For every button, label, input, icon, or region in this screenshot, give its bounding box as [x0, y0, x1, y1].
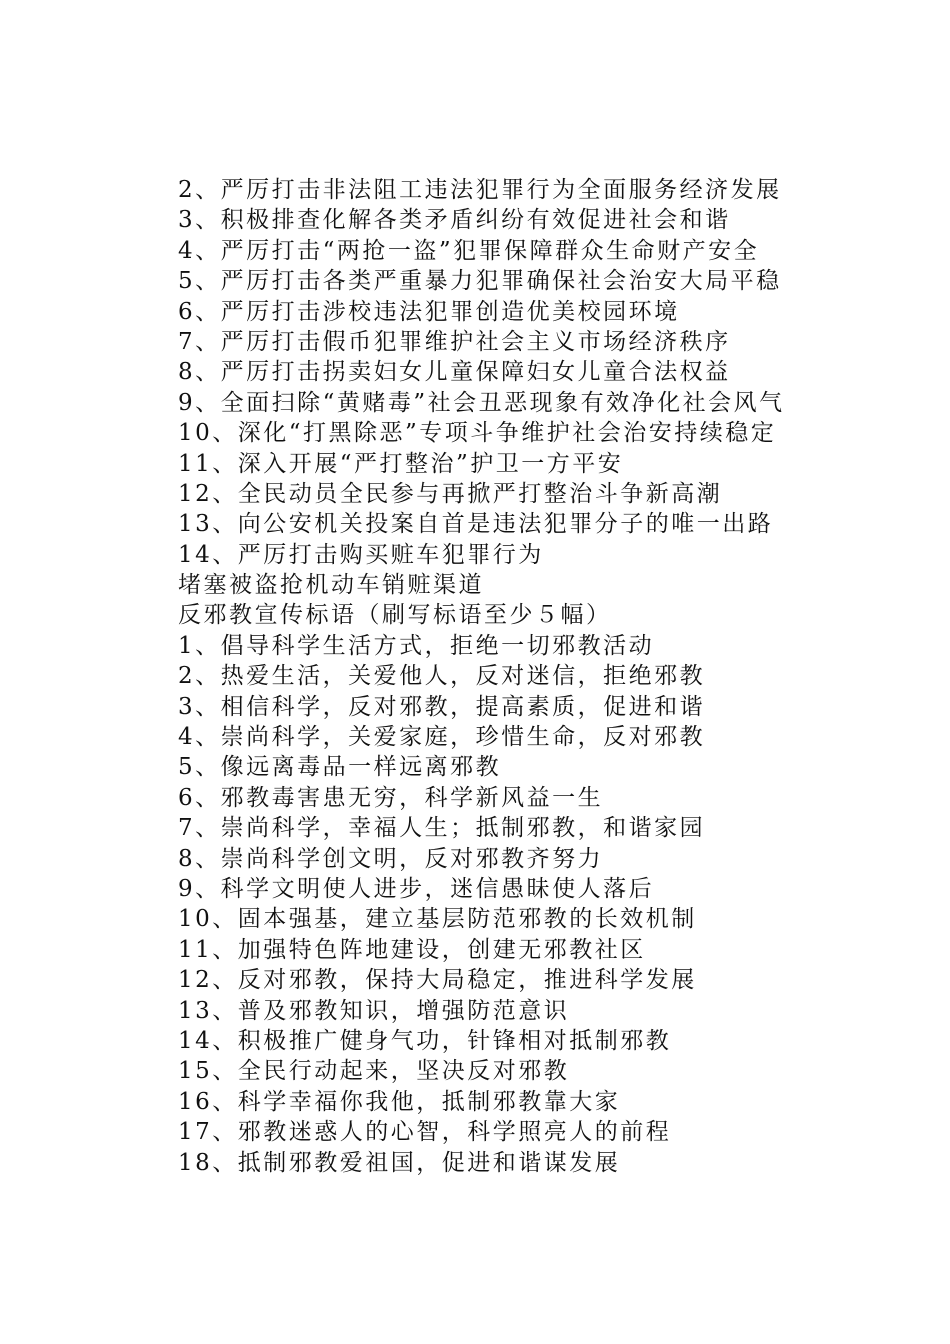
text-line: 14、积极推广健身气功，针锋相对抵制邪教 — [178, 1027, 672, 1054]
text-line: 12、反对邪教，保持大局稳定，推进科学发展 — [178, 967, 697, 994]
text-line: 5、像远离毒品一样远离邪教 — [178, 754, 502, 781]
document-body — [178, 175, 918, 1178]
text-line: 2、严厉打击非法阻工违法犯罪行为全面服务经济发展 — [178, 177, 782, 203]
text-line: 5、严厉打击各类严重暴力犯罪确保社会治安大局平稳 — [178, 268, 782, 295]
text-line: 8、崇尚科学创文明，反对邪教齐努力 — [178, 845, 604, 872]
text-line: 9、科学文明使人进步，迷信愚昧使人落后 — [178, 875, 655, 902]
text-line: 13、普及邪教知识，增强防范意识 — [178, 997, 570, 1024]
text-line: 7、崇尚科学，幸福人生；抵制邪教，和谐家园 — [178, 815, 706, 842]
section-heading: 反邪教宣传标语（刷写标语至少５幅） — [178, 602, 612, 629]
text-line: 6、严厉打击涉校违法犯罪创造优美校园环境 — [178, 298, 680, 325]
text-line: 10、深化“打黑除恶”专项斗争维护社会治安持续稳定 — [178, 420, 777, 447]
text-line: 11、深入开展“严打整治”护卫一方平安 — [178, 450, 624, 477]
text-line: 3、相信科学，反对邪教，提高素质，促进和谐 — [178, 693, 706, 720]
text-line: 6、邪教毒害患无穷，科学新风益一生 — [178, 784, 604, 811]
text-line: 8、严厉打击拐卖妇女儿童保障妇女儿童合法权益 — [178, 359, 731, 386]
text-line: 16、科学幸福你我他，抵制邪教靠大家 — [178, 1088, 621, 1115]
text-line: 2、热爱生活，关爱他人，反对迷信，拒绝邪教 — [178, 663, 706, 690]
text-line: 18、抵制邪教爱祖国，促进和谐谋发展 — [178, 1149, 621, 1176]
text-line: 11、加强特色阵地建设，创建无邪教社区 — [178, 936, 646, 963]
text-line: 10、固本强基，建立基层防范邪教的长效机制 — [178, 906, 697, 933]
text-line: 12、全民动员全民参与再掀严打整治斗争新高潮 — [178, 480, 723, 507]
text-line: 14、严厉打击购买赃车犯罪行为 — [178, 541, 544, 568]
text-line: 4、崇尚科学，关爱家庭，珍惜生命，反对邪教 — [178, 724, 706, 751]
text-line: 1、倡导科学生活方式，拒绝一切邪教活动 — [178, 632, 655, 659]
text-line: 9、全面扫除“黄赌毒”社会丑恶现象有效净化社会风气 — [178, 389, 785, 416]
text-line: 13、向公安机关投案自首是违法犯罪分子的唯一出路 — [178, 511, 774, 538]
text-line: 15、全民行动起来，坚决反对邪教 — [178, 1058, 570, 1085]
text-line: 堵塞被盗抢机动车销赃渠道 — [178, 572, 484, 599]
text-line: 7、严厉打击假币犯罪维护社会主义市场经济秩序 — [178, 328, 731, 355]
text-line: 4、严厉打击“两抢一盗”犯罪保障群众生命财产安全 — [178, 237, 760, 264]
text-line: 3、积极排查化解各类矛盾纠纷有效促进社会和谐 — [178, 207, 731, 234]
text-line: 17、邪教迷惑人的心智，科学照亮人的前程 — [178, 1119, 672, 1146]
